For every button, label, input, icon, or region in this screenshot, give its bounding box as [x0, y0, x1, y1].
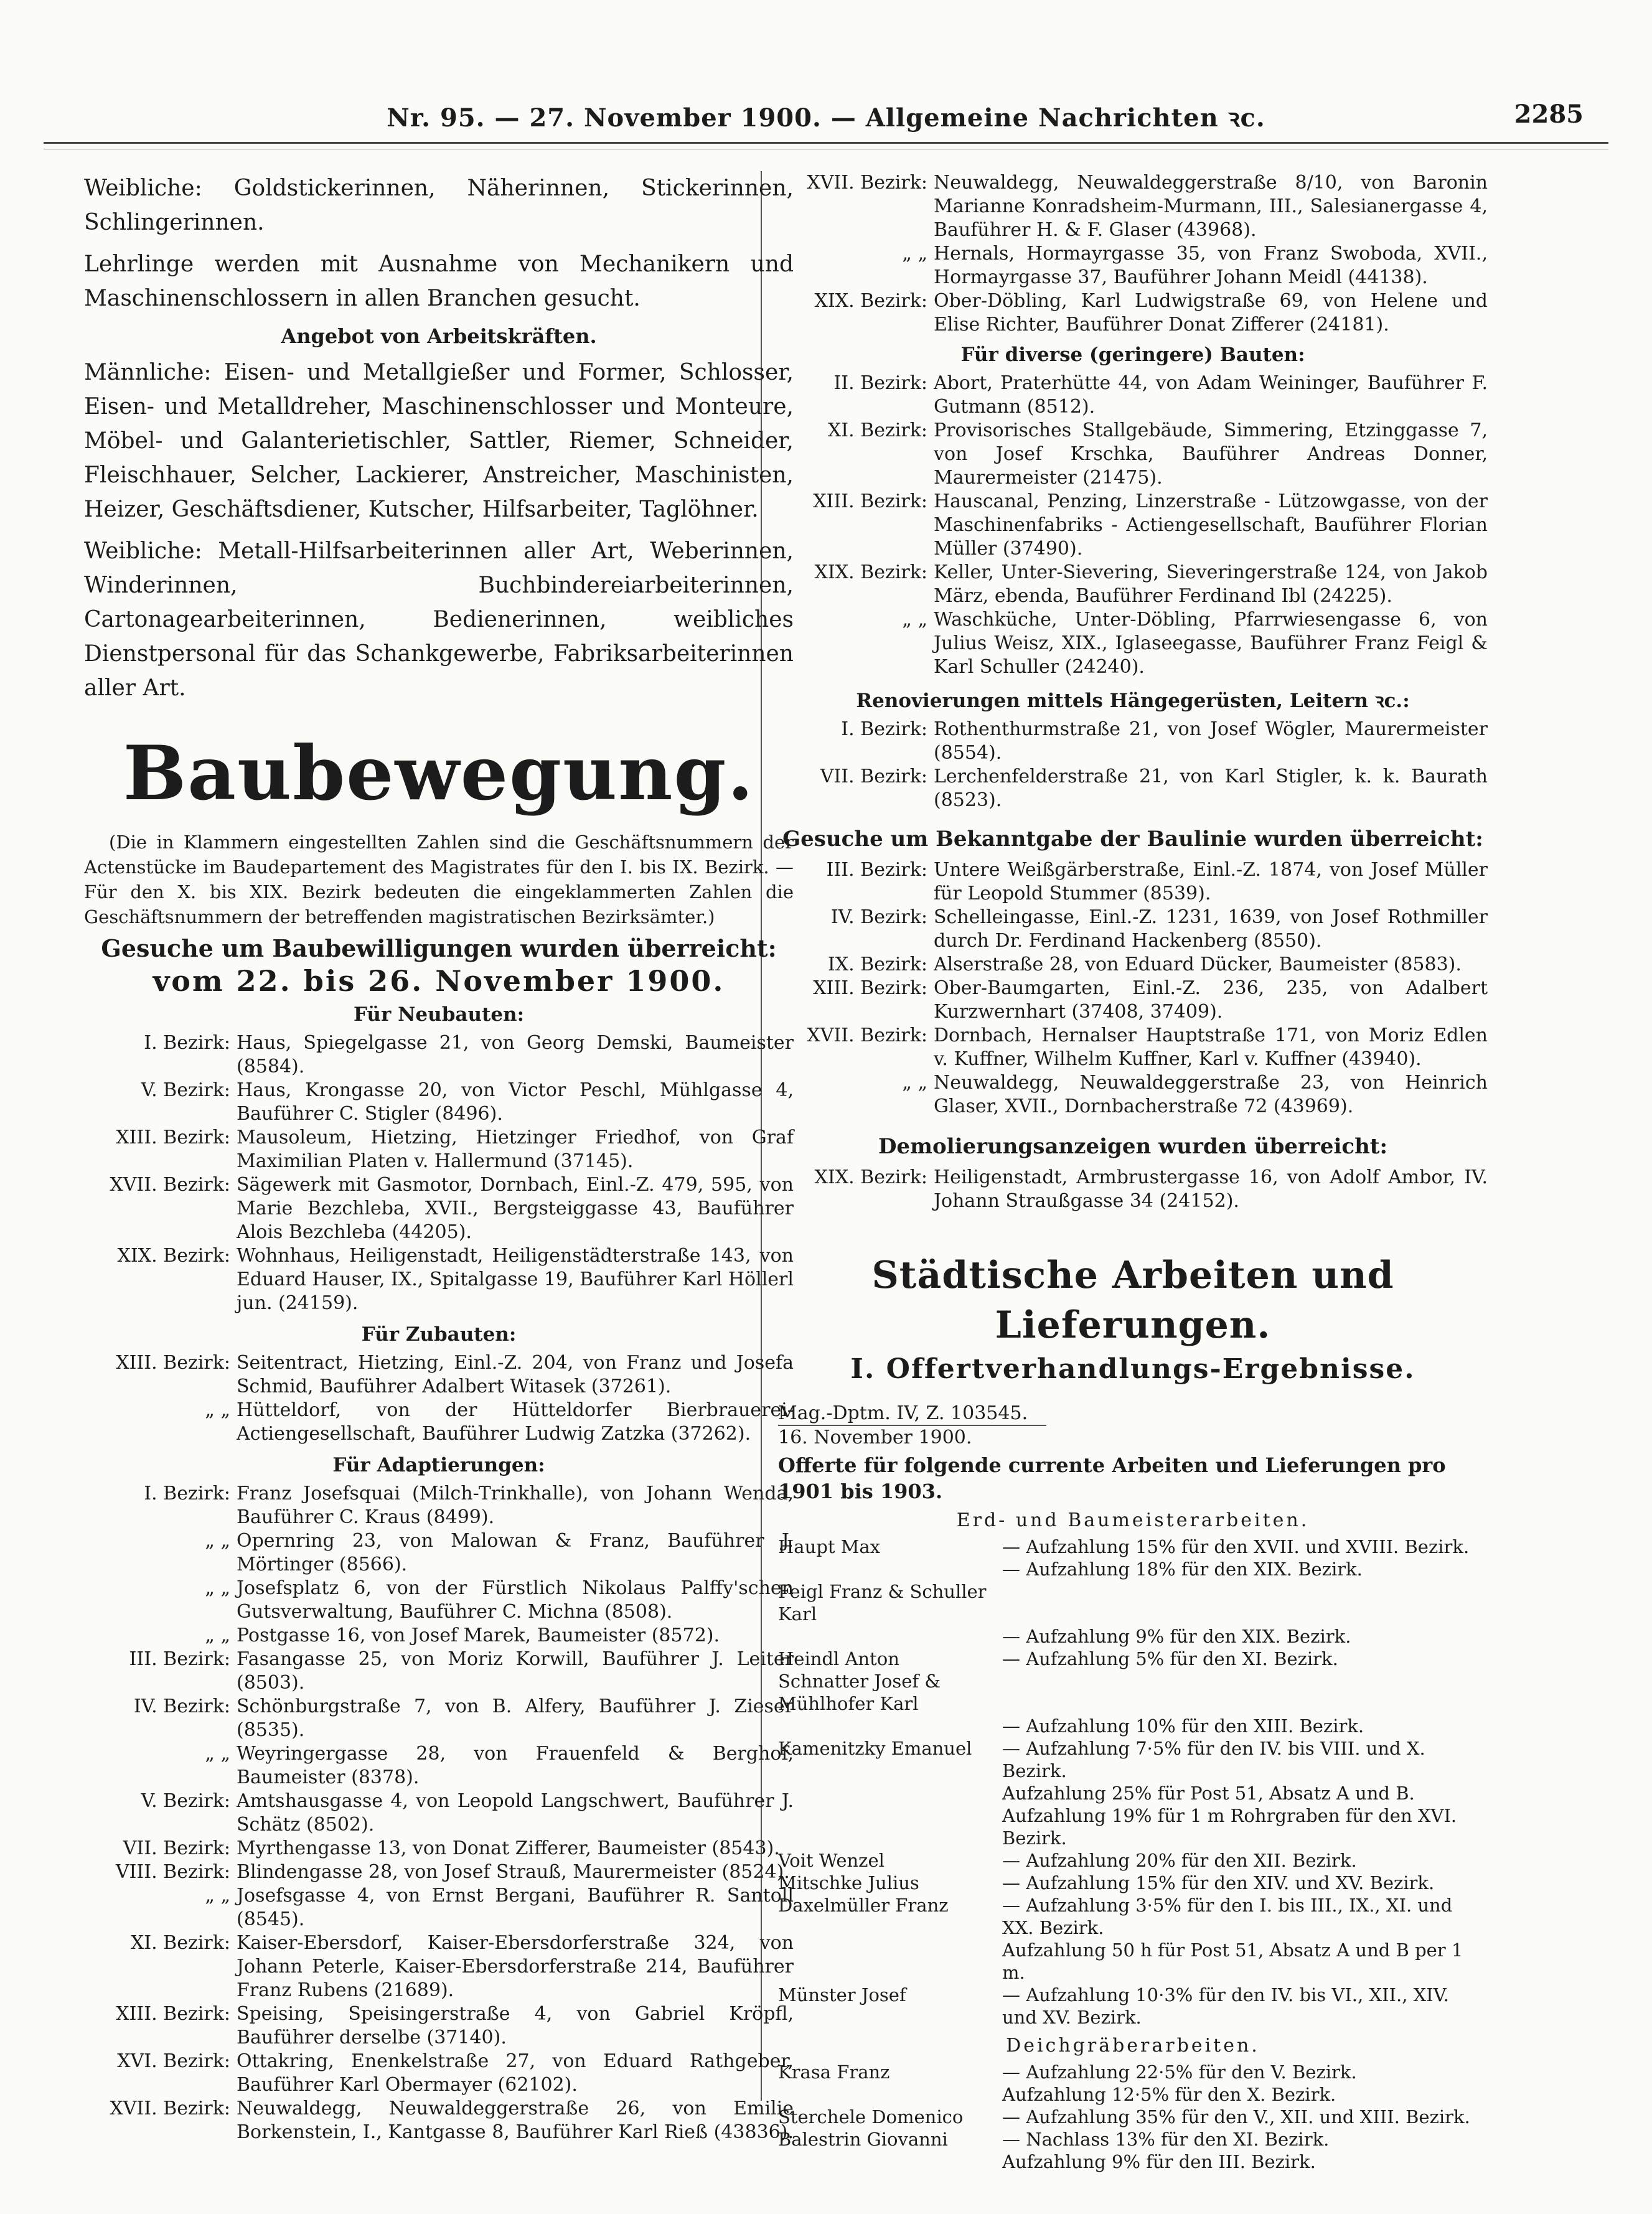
entry-text: Neuwaldegg, Neuwaldeggerstraße 26, von Emilie Borkenstein, I., Kantgasse 8, Bauführer Karl Rieß (43836).	[237, 2098, 794, 2143]
entry-text: Franz Josefsquai (Milch-Trinkhalle), von Johann Wenda, Bauführer C. Kraus (8499).	[237, 1483, 794, 1528]
entry-item	[778, 953, 1488, 977]
bid-value: — Aufzahlung 5% für den XI. Bezirk.	[1002, 1648, 1338, 1669]
district-label: XVII. Bezirk:	[807, 172, 927, 194]
entry-text: Postgasse 16, von Josef Marek, Baumeister (8572).	[237, 1625, 720, 1646]
bidder-name: Balestrin Giovanni	[778, 2129, 948, 2150]
entry-item	[778, 1166, 1488, 1213]
bid-value: — Aufzahlung 10·3% für den IV. bis VI., XII., XIV. und XV. Bezirk.	[1002, 1984, 1449, 2028]
bid-value: — Aufzahlung 18% für den XIX. Bezirk.	[1002, 1559, 1363, 1580]
district-label: V. Bezirk:	[141, 1790, 230, 1812]
bid-value: — Aufzahlung 9% für den XIX. Bezirk.	[1002, 1626, 1351, 1647]
entry-item	[84, 1931, 794, 2002]
offer-row	[778, 1536, 1488, 1558]
section-title: Städtische Arbeiten und Lieferungen.	[871, 1254, 1394, 1347]
entry-list	[778, 858, 1488, 1119]
bidder-name: Schnatter Josef & Mühlhofer Karl	[778, 1671, 941, 1714]
entry-text: Untere Weißgärberstraße, Einl.-Z. 1874, von Josef Müller für Leopold Stummer (8539).	[934, 859, 1488, 904]
entry-text: Hütteldorf, von der Hütteldorfer Bierbrauerei-Actiengesellschaft, Bauführer Ludwig Zatzka (37262).	[237, 1399, 794, 1445]
paragraph: Weibliche: Goldstickerinnen, Näherinnen, Stickerinnen, Schlingerinnen.	[84, 176, 794, 235]
district-label: XIII. Bezirk:	[116, 2003, 230, 2025]
entry-item	[84, 1884, 794, 1931]
entry-text: Blindengasse 28, von Josef Strauß, Maurermeister (8524).	[237, 1861, 790, 1883]
district-label: „ „	[205, 1530, 230, 1552]
entry-item	[778, 490, 1488, 561]
district-label: XIX. Bezirk:	[814, 1166, 927, 1188]
district-label: V. Bezirk:	[141, 1079, 230, 1101]
entry-item	[778, 289, 1488, 337]
entry-text: Heiligenstadt, Armbrustergasse 16, von Adolf Ambor, IV. Johann Straußgasse 34 (24152).	[934, 1166, 1488, 1212]
entry-text: Keller, Unter-Sievering, Sieveringerstraße 124, von Jakob März, ebenda, Bauführer Ferdinand Ibl (24225).	[934, 561, 1488, 607]
entry-text: Opernring 23, von Malowan & Franz, Bauführer J. Mörtinger (8566).	[237, 1530, 794, 1575]
entry-item	[84, 1837, 794, 1860]
entry-text: Josefsgasse 4, von Ernst Bergani, Bauführer R. Santoll (8545).	[237, 1885, 794, 1930]
district-label: I. Bezirk:	[841, 718, 927, 740]
bid-value	[1002, 1580, 1488, 1625]
bid-value: — Aufzahlung 3·5% für den I. bis III., IX., XI. und XX. Bezirk.	[1002, 1895, 1453, 1938]
entry-text: Haus, Krongasse 20, von Victor Peschl, Mühlgasse 4, Bauführer C. Stigler (8496).	[237, 1079, 794, 1125]
section-heading: Angebot von Arbeitskräften.	[281, 324, 597, 348]
bid-value: Aufzahlung 50 h für Post 51, Absatz A und B per 1 m.	[1002, 1940, 1463, 1983]
district-label: XVII. Bezirk:	[807, 1025, 927, 1046]
entry-item	[84, 2050, 794, 2097]
page-header	[44, 87, 1608, 137]
district-label: „ „	[902, 243, 927, 265]
entry-item	[84, 1648, 794, 1695]
page-number: 2285	[1514, 100, 1584, 129]
district-label: „ „	[902, 609, 927, 631]
entry-text: Schelleingasse, Einl.-Z. 1231, 1639, von Josef Rothmiller durch Dr. Ferdinand Hackenberg (8550).	[934, 906, 1488, 952]
bid-value: Aufzahlung 19% für 1 m Rohrgraben für den XVI. Bezirk.	[1002, 1805, 1457, 1849]
entry-text: Hernals, Hormayrgasse 35, von Franz Swoboda, XVII., Hormayrgasse 37, Bauführer Johann Meidl (44138).	[934, 243, 1488, 288]
district-label: XIII. Bezirk:	[813, 977, 927, 999]
bidder-name	[778, 1939, 1002, 1984]
entry-text: Josefsplatz 6, von der Fürstlich Nikolaus Palffy'schen Gutsverwaltung, Bauführer C. Michna (8508).	[237, 1577, 794, 1623]
entry-item	[84, 1742, 794, 1789]
entry-text: Rothenthurmstraße 21, von Josef Wögler, Maurermeister (8554).	[934, 718, 1488, 764]
offer-row	[778, 2128, 1488, 2151]
date-range: vom 22. bis 26. November 1900.	[153, 964, 725, 998]
entry-item	[778, 906, 1488, 953]
offer-row	[778, 1804, 1488, 1849]
entry-list	[84, 1482, 794, 2144]
subsection-heading: Für Neubauten:	[353, 1003, 525, 1026]
offer-row	[778, 2151, 1488, 2173]
entry-text: Ober-Baumgarten, Einl.-Z. 236, 235, von Adalbert Kurzwernhart (37408, 37409).	[934, 977, 1488, 1023]
entry-item	[84, 1529, 794, 1577]
entry-text: Provisorisches Stallgebäude, Simmering, Etzinggasse 7, von Josef Krschka, Bauführer Andreas Donner, Maurermeister (21475).	[934, 420, 1488, 489]
bidder-name: Daxelmüller Franz	[778, 1895, 949, 1916]
entry-item	[778, 1071, 1488, 1119]
entry-text: Sägewerk mit Gasmotor, Dornbach, Einl.-Z. 479, 595, von Marie Bezchleba, XVII., Bergsteiggasse 43, Bauführer Alois Bezchleba (44205).	[237, 1174, 794, 1243]
entry-item	[84, 1577, 794, 1624]
entry-text: Weyringergasse 28, von Frauenfeld & Berghof, Baumeister (8378).	[237, 1743, 794, 1788]
district-label: I. Bezirk:	[144, 1483, 230, 1504]
subsection-heading: Für Zubauten:	[361, 1323, 517, 1346]
offer-list	[778, 1536, 1488, 2029]
bidder-name: Mitschke Julius	[778, 1872, 919, 1893]
offer-row	[778, 1872, 1488, 1894]
entry-text: Fasangasse 25, von Moriz Korwill, Bauführer J. Leiter (8503).	[237, 1648, 794, 1694]
entry-item	[778, 372, 1488, 419]
district-label: „ „	[205, 1577, 230, 1599]
note-paragraph: (Die in Klammern eingestellten Zahlen sind die Geschäftsnummern der Actenstücke im Baudepartement des Magistrates für den I. bis IX. Bezirk. — Für den X. bis XIX. Bezirk bedeuten die eingeklammerten Zahlen die Geschäftsnummern der betreffenden magistratischen Bezirksämter.)	[84, 832, 794, 927]
offer-row	[778, 1782, 1488, 1804]
offer-row	[778, 1670, 1488, 1715]
entry-text: Lerchenfelderstraße 21, von Karl Stigler, k. k. Baurath (8523).	[934, 766, 1488, 811]
category-heading: Erd- und Baumeisterarbeiten.	[956, 1509, 1310, 1531]
entry-text: Neuwaldegg, Neuwaldeggerstraße 23, von Heinrich Glaser, XVII., Dornbacherstraße 72 (43969).	[934, 1072, 1488, 1117]
reference-number: Mag.-Dptm. IV, Z. 103545.	[778, 1402, 1046, 1426]
bid-value: — Aufzahlung 22·5% für den V. Bezirk.	[1002, 2062, 1357, 2083]
district-label: XIII. Bezirk:	[813, 490, 927, 512]
bid-value: — Aufzahlung 15% für den XIV. und XV. Bezirk.	[1002, 1872, 1435, 1893]
section-heading: Gesuche um Bekanntgabe der Baulinie wurden überreicht:	[782, 827, 1483, 851]
district-label: XVII. Bezirk:	[110, 1174, 230, 1196]
offer-row	[778, 2106, 1488, 2128]
category-heading: Deichgräberarbeiten.	[1006, 2035, 1260, 2057]
district-label: III. Bezirk:	[826, 859, 927, 881]
district-label: „ „	[205, 1399, 230, 1421]
bid-value: Aufzahlung 9% für den III. Bezirk.	[1002, 2151, 1316, 2172]
paragraph: Männliche: Eisen- und Metallgießer und Former, Schlosser, Eisen- und Metalldreher, Maschinenschlosser und Monteure, Möbel- und Galanterietischler, Sattler, Riemer, Schneider, Fleischhauer, Selcher, Lackierer, Anstreicher, Maschinisten, Heizer, Geschäftsdiener, Kutscher, Hilfsarbeiter, Taglöhner.	[84, 360, 794, 522]
entry-list	[778, 1166, 1488, 1213]
bidder-name: Münster Josef	[778, 1984, 906, 2005]
entry-text: Alserstraße 28, von Eduard Dücker, Baumeister (8583).	[934, 954, 1462, 975]
district-label: „ „	[205, 1885, 230, 1907]
district-label: XI. Bezirk:	[827, 420, 927, 441]
district-label: XIII. Bezirk:	[116, 1127, 230, 1148]
bid-value: — Aufzahlung 7·5% für den IV. bis VIII. und X. Bezirk.	[1002, 1738, 1425, 1781]
entry-item	[778, 608, 1488, 679]
bid-value: Aufzahlung 12·5% für den X. Bezirk.	[1002, 2084, 1336, 2105]
district-label: XVII. Bezirk:	[110, 2098, 230, 2119]
entry-item	[778, 1024, 1488, 1071]
district-label: XVI. Bezirk:	[117, 2050, 230, 2072]
header-rule	[44, 142, 1608, 149]
entry-item	[84, 1399, 794, 1446]
entry-text: Haus, Spiegelgasse 21, von Georg Demski, Baumeister (8584).	[237, 1032, 794, 1077]
offer-row	[778, 1715, 1488, 1737]
entry-text: Hauscanal, Penzing, Linzerstraße - Lützowgasse, von der Maschinenfabriks - Actiengesellschaft, Bauführer Florian Müller (37490).	[934, 490, 1488, 560]
bidder-name	[778, 1782, 1002, 1804]
district-label: XIX. Bezirk:	[814, 290, 927, 312]
bidder-name	[778, 1804, 1002, 1849]
entry-item	[84, 2002, 794, 2050]
bidder-name	[778, 1558, 1002, 1580]
bidder-name: Kamenitzky Emanuel	[778, 1738, 972, 1759]
bid-value: Aufzahlung 25% für Post 51, Absatz A und B.	[1002, 1783, 1415, 1804]
entry-list	[84, 1351, 794, 1446]
entry-text: Amtshausgasse 4, von Leopold Langschwert, Bauführer J. Schätz (8502).	[237, 1790, 794, 1836]
offer-row	[778, 1625, 1488, 1648]
section-heading: Gesuche um Baubewilligungen wurden überreicht:	[101, 934, 777, 962]
district-label: III. Bezirk:	[129, 1648, 230, 1670]
entry-text: Schönburgstraße 7, von B. Alfery, Bauführer J. Zieser (8535).	[237, 1696, 794, 1741]
entry-item	[84, 2097, 794, 2144]
district-label: XI. Bezirk:	[130, 1932, 230, 1954]
entry-item	[778, 765, 1488, 812]
subsection-heading: Für Adaptierungen:	[332, 1454, 545, 1476]
bidder-name	[778, 1715, 1002, 1737]
entry-item	[84, 1079, 794, 1126]
entry-text: Wohnhaus, Heiligenstadt, Heiligenstädterstraße 143, von Eduard Hauser, IX., Spitalgasse 19, Bauführer Karl Höllerl jun. (24159).	[237, 1245, 794, 1314]
entry-item	[84, 1126, 794, 1173]
date: 16. November 1900.	[778, 1427, 972, 1448]
entry-text: Myrthengasse 13, von Donat Zifferer, Baumeister (8543).	[237, 1837, 780, 1859]
offer-row	[778, 1984, 1488, 2029]
bid-value: — Aufzahlung 20% für den XII. Bezirk.	[1002, 1850, 1357, 1871]
entry-item	[778, 977, 1488, 1024]
district-label: „ „	[205, 1743, 230, 1765]
bidder-name	[778, 2083, 1002, 2106]
bidder-name: Sterchele Domenico	[778, 2106, 964, 2127]
paragraph: Lehrlinge werden mit Ausnahme von Mechanikern und Maschinenschlossern in allen Branchen gesucht.	[84, 251, 794, 311]
entry-text: Abort, Praterhütte 44, von Adam Weininger, Bauführer F. Gutmann (8512).	[934, 372, 1488, 418]
district-label: IV. Bezirk:	[830, 906, 927, 928]
bidder-name: Heindl Anton	[778, 1648, 899, 1669]
entry-text: Ottakring, Enenkelstraße 27, von Eduard Rathgeber, Bauführer Karl Obermayer (62102).	[237, 2050, 794, 2096]
entry-list	[778, 718, 1488, 812]
bidder-name: Krasa Franz	[778, 2062, 890, 2083]
entry-list	[778, 171, 1488, 337]
offer-row	[778, 1894, 1488, 1939]
district-label: I. Bezirk:	[144, 1032, 230, 1054]
offer-row	[778, 1648, 1488, 1670]
district-label: IV. Bezirk:	[133, 1696, 230, 1717]
offer-row	[778, 1558, 1488, 1580]
entry-item	[84, 1031, 794, 1079]
district-label: VII. Bezirk:	[820, 766, 927, 787]
entry-item	[778, 718, 1488, 765]
offer-row	[778, 1849, 1488, 1872]
entry-text: Ober-Döbling, Karl Ludwigstraße 69, von Helene und Elise Richter, Bauführer Donat Zifferer (24181).	[934, 290, 1488, 335]
entry-item	[84, 1482, 794, 1529]
entry-item	[778, 242, 1488, 289]
district-label: XIX. Bezirk:	[814, 561, 927, 583]
bid-value: — Nachlass 13% für den XI. Bezirk.	[1002, 2129, 1330, 2150]
offer-row	[778, 1939, 1488, 1984]
section-heading: I. Offertverhandlungs-Ergebnisse.	[850, 1353, 1415, 1385]
district-label: XIII. Bezirk:	[116, 1352, 230, 1374]
entry-text: Kaiser-Ebersdorf, Kaiser-Ebersdorferstraße 324, von Johann Peterle, Kaiser-Ebersdorferstraße 214, Bauführer Franz Rubens (21689).	[237, 1932, 794, 2001]
bid-value	[1002, 1670, 1488, 1715]
offer-list	[778, 2061, 1488, 2173]
offer-row	[778, 2061, 1488, 2083]
entry-item	[778, 561, 1488, 608]
entry-item	[778, 419, 1488, 490]
bidder-name: Haupt Max	[778, 1536, 881, 1557]
district-label: „ „	[205, 1625, 230, 1646]
entry-text: Neuwaldegg, Neuwaldeggerstraße 8/10, von Baronin Marianne Konradsheim-Murmann, III., Salesianergasse 4, Bauführer H. & F. Glaser (43968).	[934, 172, 1488, 241]
subsection-heading: Für diverse (geringere) Bauten:	[960, 344, 1305, 366]
bid-value: — Aufzahlung 10% für den XIII. Bezirk.	[1002, 1715, 1364, 1737]
paragraph: Weibliche: Metall-Hilfsarbeiterinnen aller Art, Weberinnen, Winderinnen, Buchbindereiarbeiterinnen, Cartonagearbeiterinnen, Bedienerinnen, weibliches Dienstpersonal für das Schankgewerbe, Fabriksarbeiterinnen aller Art.	[84, 538, 794, 701]
section-heading: Demolierungsanzeigen wurden überreicht:	[878, 1134, 1388, 1159]
header-title: Nr. 95. — 27. November 1900. — Allgemeine Nachrichten ꝛc.	[387, 103, 1265, 133]
entry-item	[84, 1789, 794, 1837]
entry-text: Dornbach, Hernalser Hauptstraße 171, von Moriz Edlen v. Kuffner, Wilhelm Kuffner, Karl v. Kuffner (43940).	[934, 1025, 1488, 1070]
entry-text: Seitentract, Hietzing, Einl.-Z. 204, von Franz und Josefa Schmid, Bauführer Adalbert Witasek (37261).	[237, 1352, 794, 1397]
entry-item	[84, 1351, 794, 1399]
offer-heading: Offerte für folgende currente Arbeiten und Lieferungen pro 1901 bis 1903.	[778, 1453, 1446, 1503]
subsection-heading: Renovierungen mittels Hängegerüsten, Leitern ꝛc.:	[856, 690, 1410, 712]
bidder-name: Feigl Franz & Schuller Karl	[778, 1581, 987, 1625]
bidder-name: Voit Wenzel	[778, 1850, 885, 1871]
district-label: XIX. Bezirk:	[117, 1245, 230, 1267]
section-title: Baubewegung.	[123, 729, 755, 817]
district-label: II. Bezirk:	[833, 372, 927, 394]
entry-text: Speising, Speisingerstraße 4, von Gabriel Kröpfl, Bauführer derselbe (37140).	[237, 2003, 794, 2048]
district-label: „ „	[902, 1072, 927, 1094]
district-label: VIII. Bezirk:	[115, 1861, 230, 1883]
district-label: IX. Bezirk:	[827, 954, 927, 975]
bidder-name	[778, 2151, 1002, 2173]
entry-text: Waschküche, Unter-Döbling, Pfarrwiesengasse 6, von Julius Weisz, XIX., Iglaseegasse, Bauführer Franz Feigl & Karl Schuller (24240).	[934, 609, 1488, 678]
entry-item	[778, 171, 1488, 242]
right-column	[778, 171, 1488, 2173]
bid-value: — Aufzahlung 35% für den V., XII. und XIII. Bezirk.	[1002, 2106, 1470, 2127]
district-label: VII. Bezirk:	[123, 1837, 230, 1859]
bidder-name	[778, 1625, 1002, 1648]
bid-value: — Aufzahlung 15% für den XVII. und XVIII. Bezirk.	[1002, 1536, 1470, 1557]
entry-item	[84, 1173, 794, 1244]
entry-item	[84, 1244, 794, 1315]
left-column	[84, 171, 794, 2144]
entry-text: Mausoleum, Hietzing, Hietzinger Friedhof, von Graf Maximilian Platen v. Hallermund (37145).	[237, 1127, 794, 1172]
offer-row	[778, 1580, 1488, 1625]
entry-list	[84, 1031, 794, 1315]
entry-item	[84, 1624, 794, 1648]
entry-item	[84, 1860, 794, 1884]
offer-row	[778, 2083, 1488, 2106]
entry-item	[84, 1695, 794, 1742]
offer-row	[778, 1737, 1488, 1782]
entry-list	[778, 372, 1488, 679]
entry-item	[778, 858, 1488, 906]
